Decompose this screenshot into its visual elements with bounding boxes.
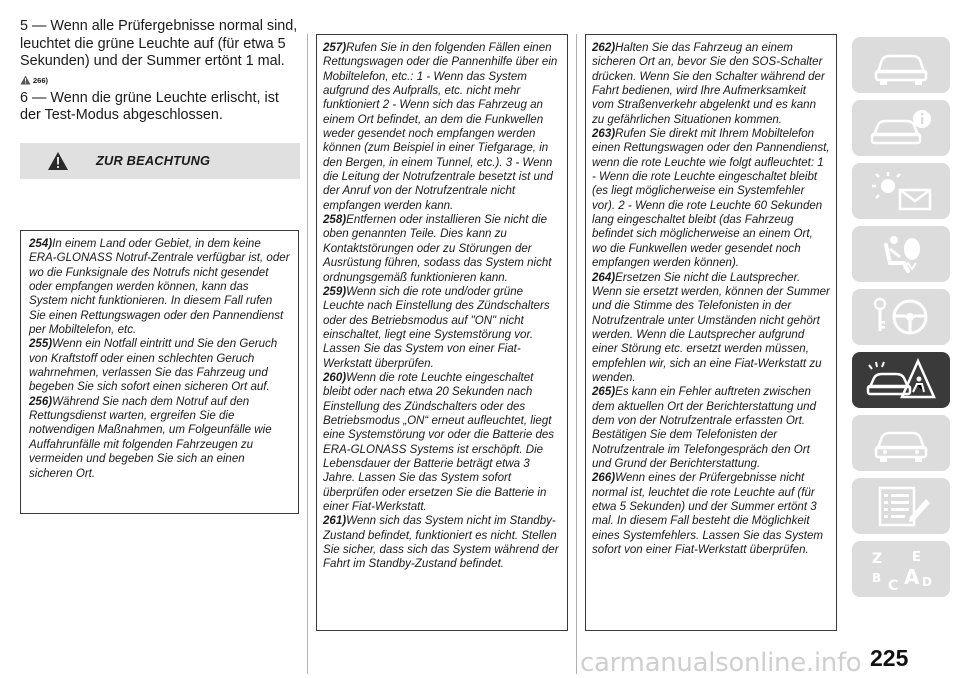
warning-header: [20, 143, 300, 179]
tab-emergency[interactable]: [852, 352, 950, 408]
accident-warning-icon: [866, 357, 936, 403]
note-254: 254)In einem Land oder Gebiet, in dem keine ERA-GLONASS Notruf-Zentrale verfügbar ist, oder wo die Funksignale des Notrufs nicht gesendet oder empfangen werden können, kann das System nicht funktionieren. In diesem Fall rufen Sie einen Rettungswagen oder den Pannendienst per Mobiltelefon, etc.: [29, 238, 290, 337]
lights-warning-mail-icon: [866, 168, 936, 214]
warning-title: ZUR BEACHTUNG: [96, 153, 211, 169]
svg-text:E: E: [912, 550, 921, 565]
tab-starting-driving[interactable]: [852, 289, 950, 345]
tab-index[interactable]: [852, 541, 950, 597]
chapter-sidebar: [852, 37, 950, 604]
column-divider: [576, 34, 577, 674]
note-260: 260)Wenn die rote Leuchte eingeschaltet bleibt oder nach etwa 20 Sekunden nach Einstellung des Zündschalters oder des Betriebsmodus „ON“ erneut aufleuchtet, liegt eine Systemstörung vor oder die Batterie des ERA-GLONASS Systems ist erschöpft. Die Lebensdauer der Batterie beträgt etwa 3 Jahre. Lassen Sie das System sofort überprüfen oder ersetzen Sie die Batterie in einer Fiat-Werkstatt.: [323, 371, 555, 513]
svg-text:B: B: [872, 571, 882, 585]
svg-text:A: A: [904, 565, 920, 589]
page-number: 225: [870, 645, 909, 671]
note-266: 266)Wenn eines der Prüfergebnisse nicht normal ist, leuchtet die rote Leuchte auf (für etwa 5 Sekunden) und der Summer ertönt 3 mal. In diesem Fall besteht die Möglichkeit eines Systemfehlers. Lassen Sie das System sofort von einer Fiat-Werkstatt überprüfen.: [592, 472, 824, 557]
tab-safety[interactable]: [852, 226, 950, 282]
note-258: 258)Entfernen oder installieren Sie nicht die oben genannten Teile. Dies kann zu Kontaktstörungen oder zu Störungen der Ausrüstung führen, sodass das System nicht ordnungsgemäß funktionieren kann.: [323, 214, 552, 284]
tab-dashboard-info[interactable]: [852, 100, 950, 156]
note-265: 265)Es kann ein Fehler auftreten zwischen dem aktuellen Ort der Berichterstattung und dem von der Notrufzentrale erfassten Ort. Bestätigen Sie dem Telefonisten der Notrufzentrale im Telefongespräch den Ort und Grund der Berichterstattung.: [592, 386, 817, 470]
note-263: 263)Rufen Sie direkt mit Ihrem Mobiltelefon einen Rettungswagen oder den Pannendienst, wenn die rote Leuchte wie folgt aufleuchtet: 1 - Wenn die rote Leuchte eingeschaltet bleibt (es liegt möglicherweise ein Systemfehler vor). 2 - Wenn die rote Leuchte 60 Sekunden lang eingeschaltet bleibt (das Fahrzeug befindet sich möglicherweise an einem Ort, wo die Funkwellen weder gesendet noch empfangen werden können).: [592, 128, 830, 270]
tab-maintenance[interactable]: [852, 415, 950, 471]
tab-knowing-car[interactable]: [852, 37, 950, 93]
note-256: 256)Während Sie nach dem Notruf auf den Rettungsdienst warten, ergreifen Sie die notwendigen Maßnahmen, um Folgeunfälle wie Auffahrunfälle mit folgenden Fahrzeugen zu vermeiden und begeben Sie sich an einen sicheren Ort.: [29, 395, 272, 480]
tab-technical-data[interactable]: [852, 478, 950, 534]
warning-box-2: [316, 34, 568, 631]
key-steering-wheel-icon: [866, 294, 936, 340]
step-6-text: 6 — Wenn die grüne Leuchte erlischt, ist der Test-Modus abgeschlossen.: [20, 89, 279, 124]
column-divider: [307, 34, 308, 674]
note-259: 259)Wenn sich die rote und/oder grüne Leuchte nach Einstellung des Zündschalters oder des Betriebsmodus auf "ON" nicht einschaltet, liegt eine Systemstörung vor. Lassen Sie das System von einer Fiat-Werkstatt überprüfen.: [323, 285, 550, 370]
car-info-icon: [866, 105, 936, 151]
warning-box-1: [20, 230, 299, 514]
tab-lights-warnings[interactable]: [852, 163, 950, 219]
warning-box-3: [585, 34, 837, 631]
cross-reference-label: 266): [33, 75, 49, 85]
step-5-text: 5 — Wenn alle Prüfergebnisse normal sind, leuchtet die grüne Leuchte auf (für etwa 5 Sekunden) und der Summer ertönt 1 mal.: [20, 18, 298, 70]
seat-airbag-icon: [866, 231, 936, 277]
note-257: 257)Rufen Sie in den folgenden Fällen einen Rettungswagen oder die Pannenhilfe über ein Mobiltelefon, etc.: 1 - Wenn das System aufgrund des Aufpralls, etc. nicht mehr funktioniert 2 - Wenn sich das Fahrzeug an einem Ort befindet, an dem die Funkwellen weder gesendet noch empfangen werden können (zum Beispiel in einer Tiefgarage, in den Bergen, in einem Tunnel, etc.). 3 - Wenn die Leitung der Notrufzentrale besetzt ist und der Anruf von der Notrufzentrale nicht empfangen werden kann.: [323, 42, 558, 212]
alphabet-index-icon: [866, 546, 936, 592]
warning-small-icon: [20, 75, 31, 85]
car-outline-icon: [866, 42, 936, 88]
note-261: 261)Wenn sich das System nicht im Standby-Zustand befindet, funktioniert es nicht. Stellen Sie sicher, dass sich das System während der Fahrt im Standby-Zustand befindet.: [323, 515, 559, 571]
note-262: 262)Halten Sie das Fahrzeug an einem sicheren Ort an, bevor Sie den SOS-Schalter drücken. Wenn Sie den Schalter während der Fahrt bedienen, wird Ihre Aufmerksamkeit vom Straßenverkehr abgelenkt und es kann zu gefährlichen Situationen kommen.: [592, 42, 825, 126]
warning-triangle-icon: [47, 151, 69, 171]
cross-reference: [20, 75, 300, 85]
svg-text:C: C: [888, 578, 899, 592]
watermark: carmanualsonline.info: [580, 648, 862, 678]
checklist-icon: [866, 483, 936, 529]
intro-column: [20, 18, 300, 179]
note-264: 264)Ersetzen Sie nicht die Lautsprecher. Wenn sie ersetzt werden, können der Summer und die Stimme des Telefonisten in der Notrufzentrale unter Umständen nicht gehört werden. Wenn die Lautsprecher aufgrund einer Störung etc. ersetzt werden müssen, empfehlen wir, sich an eine Fiat-Werkstatt zu wenden.: [592, 271, 830, 384]
note-255: 255)Wenn ein Notfall eintritt und Sie den Geruch von Kraftstoff oder einen schlechten Geruch wahrnehmen, verlassen Sie das Fahrzeug und begeben Sie sich sofort einen sicheren Ort auf.: [29, 338, 278, 394]
svg-text:D: D: [922, 575, 932, 589]
svg-text:Z: Z: [872, 551, 883, 567]
car-service-icon: [866, 420, 936, 466]
